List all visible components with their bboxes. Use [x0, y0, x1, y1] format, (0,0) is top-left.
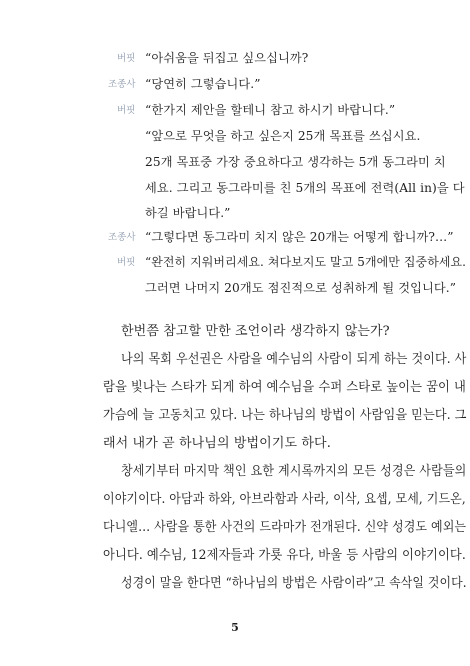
paragraph-line: 래서 내가 곧 하나님의 방법이기도 하다.: [103, 436, 331, 451]
paragraph-line: 이야기이다. 아담과 하와, 아브라함과 사라, 이삭, 요셉, 모세, 기드온,: [103, 492, 466, 507]
speaker-label: 버핏: [117, 257, 136, 268]
speaker-label: 버핏: [117, 53, 136, 64]
paragraph-line: 다니엘… 사람을 통한 사건의 드라마가 전개된다. 신약 성경도 예외는: [103, 520, 467, 535]
dialogue-line: 그러면 나머지 20개도 점진적으로 성취하게 될 것입니다.”: [145, 281, 457, 295]
dialogue-line: “당연히 그렇습니다.”: [145, 77, 261, 91]
page-number: 5: [231, 621, 239, 634]
paragraph-line: 한번쯤 참고할 만한 조언이라 생각하지 않는가?: [121, 324, 390, 339]
speaker-label: 조종사: [108, 79, 136, 90]
speaker-label: 조종사: [108, 232, 136, 243]
dialogue-line: “그렇다면 동그라미 치지 않은 20개는 어떻게 합니까?…”: [145, 230, 454, 244]
paragraph-line: 람을 빛나는 스타가 되게 하여 예수님을 수퍼 스타로 높이는 꿈이 내: [103, 380, 466, 395]
dialogue-line: 25개 목표중 가장 중요하다고 생각하는 5개 동그라미 치: [145, 155, 446, 169]
paragraph-line: 성경이 말을 한다면 “하나님의 방법은 사람이라”고 속삭일 것이다.: [121, 576, 467, 591]
speaker-label: 버핏: [117, 105, 136, 116]
paragraph-line: 나의 목회 우선권은 사람을 예수님의 사람이 되게 하는 것이다. 사: [121, 352, 467, 367]
dialogue-line: “한가지 제안을 할테니 참고 하시기 바랍니다.”: [145, 103, 396, 117]
paragraph-line: 아니다. 예수님, 12제자들과 가룟 유다, 바울 등 사람의 이야기이다.: [103, 548, 466, 563]
dialogue-line: “아쉬움을 뒤집고 싶으십니까?: [145, 51, 309, 65]
dialogue-line: 하길 바랍니다.”: [145, 206, 231, 220]
paragraph-line: 가슴에 늘 고동치고 있다. 나는 하나님의 방법이 사람임을 믿는다. 그: [103, 408, 467, 423]
dialogue-line: 세요. 그리고 동그라미를 친 5개의 목표에 전력(All in)을 다: [145, 181, 465, 195]
dialogue-line: “앞으로 무엇을 하고 싶은지 25개 목표를 쓰십시요.: [145, 129, 421, 143]
dialogue-line: “완전히 지워버리세요. 쳐다보지도 말고 5개에만 집중하세요.: [145, 255, 467, 269]
paragraph-line: 창세기부터 마지막 책인 요한 계시록까지의 모든 성경은 사람들의: [121, 464, 467, 479]
